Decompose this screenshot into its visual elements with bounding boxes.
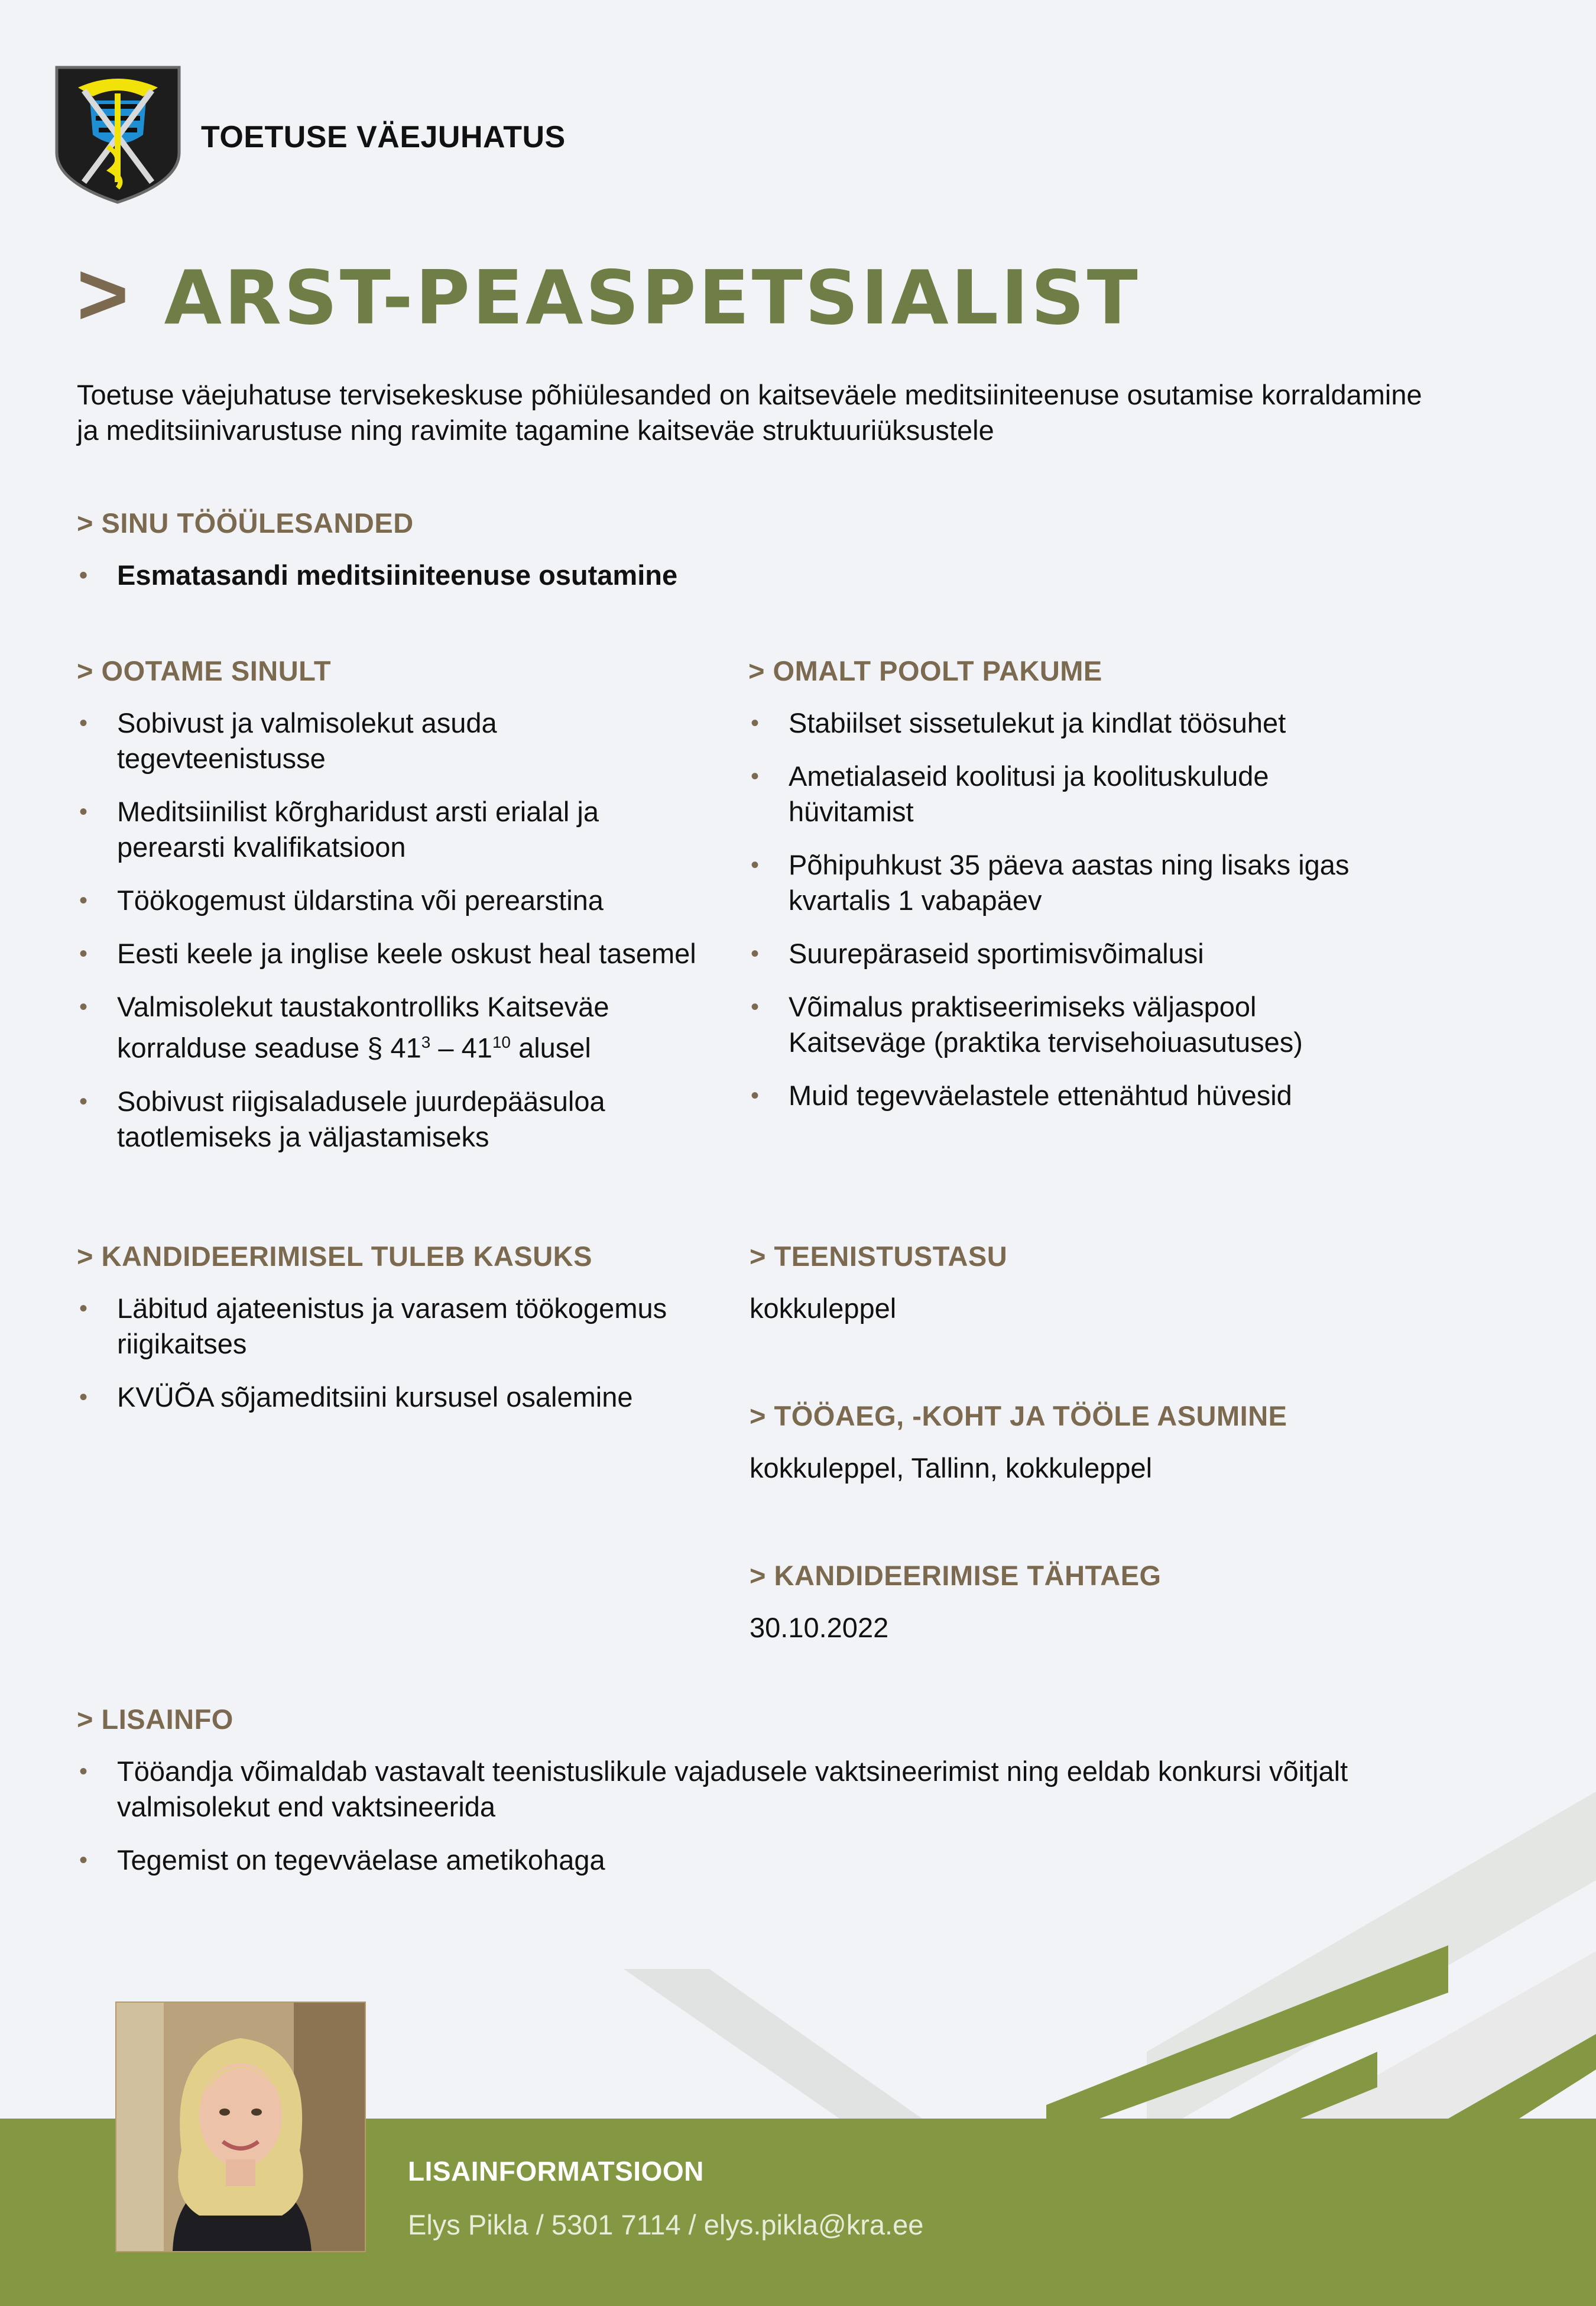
list-item: • Esmatasandi meditsiiniteenuse osutamine <box>77 558 727 593</box>
person-photo-icon <box>116 2003 365 2251</box>
list-item: • Töökogemust üldarstina või perearstina <box>77 883 703 918</box>
list-item: • Stabiilset sissetulekut ja kindlat töösuhet <box>748 705 1375 741</box>
law-item-prefix: Valmisolekut taustakontrolliks Kaitseväe korralduse seaduse § 41 <box>117 991 609 1064</box>
title-chevron-icon: > <box>77 244 129 344</box>
list-item: • Sobivust riigisaladusele juurdepääsuloa taotlemiseks ja väljastamiseks <box>77 1084 703 1155</box>
tasks-heading: > SINU TÖÖÜLESANDED <box>77 507 414 539</box>
salary-value: kokkuleppel <box>750 1293 897 1324</box>
list-item <box>77 989 703 1066</box>
list-item: • Muid tegevväelastele ettenähtud hüvesid <box>748 1078 1375 1113</box>
law-item-suffix: alusel <box>511 1032 591 1064</box>
deadline-value: 30.10.2022 <box>750 1612 889 1643</box>
worktime-value: kokkuleppel, Tallinn, kokkuleppel <box>750 1452 1153 1484</box>
contact-title: LISAINFORMATSIOON <box>408 2156 704 2187</box>
expect-list <box>77 705 703 1173</box>
list-item: • Eesti keele ja inglise keele oskust heal tasemel <box>77 936 703 971</box>
intro-text: Toetuse väejuhatuse tervisekeskuse põhiülesanded on kaitseväele meditsiiniteenuse osutamise korraldamine ja meditsiinivarustuse ning ravimite tagamine kaitseväe struktuuriüksustele <box>77 379 1422 446</box>
list-item: • Suurepäraseid sportimisvõimalusi <box>748 936 1375 971</box>
offer-list <box>748 705 1375 1131</box>
list-item: • Võimalus praktiseerimiseks väljaspool Kaitseväge (praktika tervisehoiuasutuses) <box>748 989 1375 1060</box>
list-item: • Läbitud ajateenistus ja varasem töökogemus riigikaitses <box>77 1291 721 1362</box>
extra-heading: > LISAINFO <box>77 1703 233 1735</box>
contact-photo <box>115 2001 366 2252</box>
list-item: • Ametialaseid koolitusi ja koolituskulude hüvitamist <box>748 759 1375 830</box>
coat-of-arms-shield-icon <box>54 64 181 205</box>
offer-heading: > OMALT POOLT PAKUME <box>748 655 1102 686</box>
list-item: • Tegemist on tegevväelase ametikohaga <box>77 1842 1407 1878</box>
law-item-sup1: 3 <box>421 1033 431 1051</box>
advantage-list <box>77 1291 721 1433</box>
list-item: • Meditsiinilist kõrgharidust arsti erialal ja perearsti kvalifikatsioon <box>77 794 703 865</box>
deadline-heading: > KANDIDEERIMISE TÄHTAEG <box>750 1560 1162 1591</box>
organization-name: TOETUSE VÄEJUHATUS <box>201 120 566 154</box>
salary-heading: > TEENISTUSTASU <box>750 1241 1008 1272</box>
worktime-heading: > TÖÖAEG, -KOHT JA TÖÖLE ASUMINE <box>750 1400 1287 1431</box>
page-title: ARST-PEASPETSIALIST <box>164 254 1140 341</box>
extra-list <box>77 1754 1407 1896</box>
tasks-list <box>77 558 727 611</box>
list-item: • Sobivust ja valmisolekut asuda tegevteenistusse <box>77 705 703 776</box>
list-item: • Tööandja võimaldab vastavalt teenistuslikule vajadusele vaktsineerimist ning eeldab konkursi võitjalt valmisolekut end vaktsineerida <box>77 1754 1407 1825</box>
list-item: • Põhipuhkust 35 päeva aastas ning lisaks igas kvartalis 1 vabapäev <box>748 847 1375 918</box>
advantage-heading: > KANDIDEERIMISEL TULEB KASUKS <box>77 1241 592 1272</box>
logo <box>54 64 181 205</box>
list-item: • KVÜÕA sõjameditsiini kursusel osalemine <box>77 1379 721 1415</box>
expect-heading: > OOTAME SINULT <box>77 655 332 686</box>
title-row <box>77 244 1140 344</box>
law-item-sup2: 10 <box>492 1033 511 1051</box>
contact-details: Elys Pikla / 5301 7114 / elys.pikla@kra.ee <box>408 2209 924 2240</box>
law-item-dash: – 41 <box>430 1032 492 1064</box>
